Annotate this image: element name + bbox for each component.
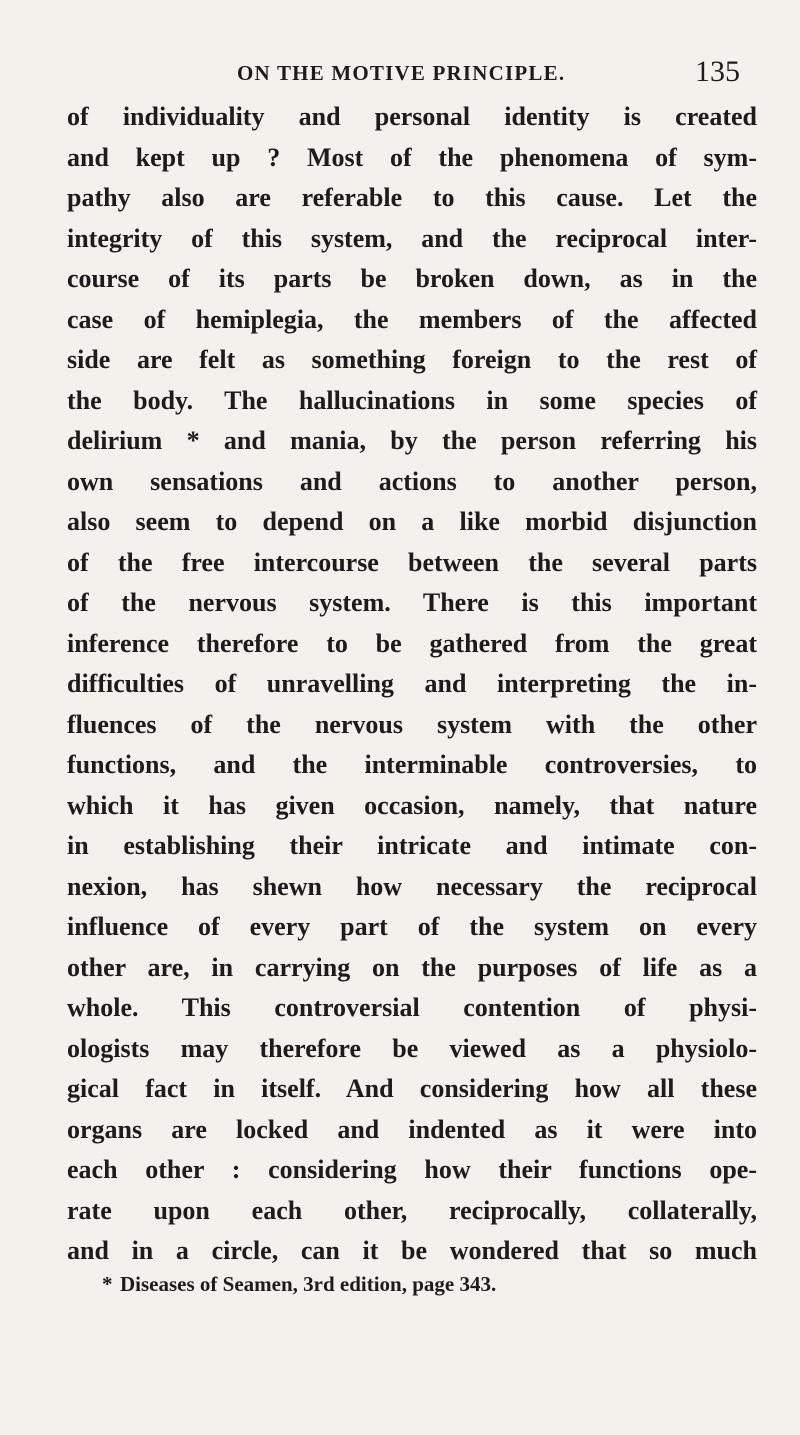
body-text — [67, 97, 757, 1272]
text-line: organs are locked and indented as it were into — [67, 1114, 757, 1144]
text-line: rate upon each other, reciprocally, collaterally, — [67, 1195, 757, 1225]
text-line: integrity of this system, and the reciprocal inter- — [67, 223, 757, 253]
text-line: side are felt as something foreign to the rest of — [67, 345, 757, 374]
text-line: and kept up ? Most of the phenomena of sym- — [67, 142, 757, 172]
text-line: difficulties of unravelling and interpreting the in- — [67, 669, 757, 698]
text-line: of the nervous system. There is this important — [67, 588, 757, 617]
text-line: the body. The hallucinations in some species of — [67, 385, 757, 415]
text-line: influence of every part of the system on every — [67, 912, 757, 941]
text-line: other are, in carrying on the purposes of life as a — [67, 952, 757, 982]
footnote-text: Diseases of Seamen, 3rd edition, page 343. — [120, 1272, 497, 1296]
text-line: in establishing their intricate and intimate con- — [67, 831, 757, 860]
text-line: functions, and the interminable controversies, to — [67, 750, 757, 779]
text-line: of individuality and personal identity is created — [67, 102, 757, 131]
text-line: own sensations and actions to another person, — [67, 466, 757, 496]
running-head — [0, 55, 800, 88]
text-line: gical fact in itself. And considering how all these — [67, 1074, 757, 1103]
page-number: 135 — [695, 55, 740, 88]
text-line: inference therefore to be gathered from the great — [67, 628, 757, 658]
text-line: nexion, has shewn how necessary the reciprocal — [67, 871, 757, 901]
text-line: pathy also are referable to this cause. Let the — [67, 183, 757, 212]
text-line: and in a circle, can it be wondered that so much — [67, 1236, 757, 1265]
text-line: of the free intercourse between the several parts — [67, 547, 757, 577]
text-line: each other : considering how their functions ope- — [67, 1155, 757, 1184]
footnote — [102, 1270, 496, 1298]
text-line: case of hemiplegia, the members of the affected — [67, 304, 757, 334]
text-line: ologists may therefore be viewed as a physiolo- — [67, 1033, 757, 1063]
running-title: ON THE MOTIVE PRINCIPLE. — [237, 61, 566, 85]
text-line: fluences of the nervous system with the other — [67, 709, 757, 739]
text-line: also seem to depend on a like morbid disjunction — [67, 507, 757, 536]
text-line: delirium * and mania, by the person referring his — [67, 426, 757, 455]
text-line: which it has given occasion, namely, that nature — [67, 790, 757, 820]
text-line: course of its parts be broken down, as in the — [67, 264, 757, 293]
text-line: whole. This controversial contention of physi- — [67, 993, 757, 1022]
footnote-marker: * — [102, 1272, 113, 1296]
